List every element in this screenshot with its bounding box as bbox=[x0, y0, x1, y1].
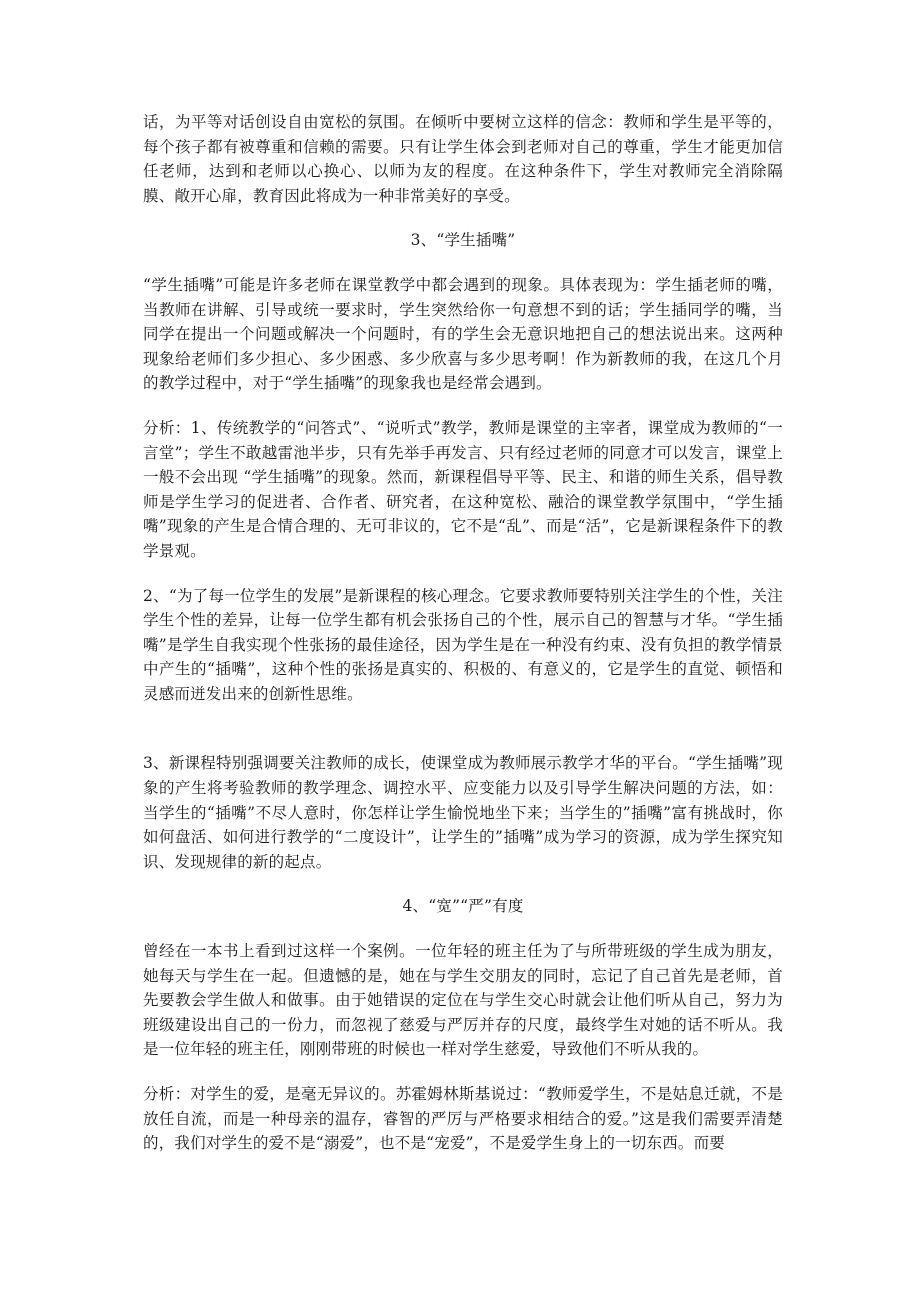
document-body bbox=[143, 110, 783, 1156]
section-heading-strict-lenient: 4、“宽”“严”有度 bbox=[402, 897, 524, 916]
spacer bbox=[143, 1062, 783, 1082]
spacer bbox=[143, 919, 783, 939]
spacer bbox=[143, 564, 783, 584]
paragraph-analysis-1: 分析：1、传统教学的“问答式”、“说听式”教学，教师是课堂的主宰者，课堂成为教师的“一言堂”；学生不敢越雷池半步，只有先举手再发言、只有经过老师的同意才可以发言，课堂上一般不会出现 “学生插嘴”的现象。然而，新课程倡导平等、民主、和谐的师生关系，倡导教师是学生学习的促进者、合作者、研究者，在这种宽松、融洽的课堂教学氛围中，“学生插嘴”现象的产生是合情合理的、无可非议的，它不是“乱”、而是“活”，它是新课程条件下的教学景观。 bbox=[143, 418, 783, 560]
spacer bbox=[143, 396, 783, 416]
paragraph-interrupting-description: “学生插嘴”可能是许多老师在课堂教学中都会遇到的现象。具体表现为：学生插老师的嘴，当教师在讲解、引导或统一要求时，学生突然给你一句意想不到的话；学生插同学的嘴，当同学在提出一个问题或解决一个问题时，有的学生会无意识地把自己的想法说出来。这两种现象给老师们多少担心、多少困惑、多少欣喜与多少思考啊！作为新教师的我，在这几个月的教学过程中，对于“学生插嘴”的现象我也是经常会遇到。 bbox=[143, 275, 783, 393]
spacer bbox=[143, 208, 783, 228]
paragraph-case-study: 曾经在一本书上看到过这样一个案例。一位年轻的班主任为了与所带班级的学生成为朋友，她每天与学生在一起。但遗憾的是，她在与学生交朋友的同时，忘记了自己首先是老师，首先要教会学生做人和做事。由于她错误的定位在与学生交心时就会让他们听从自己，努力为班级建设出自己的一份力，而忽视了慈爱与严厉并存的尺度，最终学生对她的话不听从。我是一位年轻的班主任，刚刚带班的时候也一样对学生慈爱，导致他们不听从我的。 bbox=[143, 942, 783, 1059]
paragraph-analysis-2: 2、“为了每一位学生的发展”是新课程的核心理念。它要求教师要特别关注学生的个性，关注学生个性的差异，让每一位学生都有机会张扬自己的个性，展示自己的智慧与才华。“学生插嘴”是学生自我实现个性张扬的最佳途径，因为学生是在一种没有约束、没有负担的教学情景中产生的“插嘴”，这种个性的张扬是真实的、积极的、有意义的，它是学生的直觉、顿悟和灵感而迸发出来的创新性思维。 bbox=[143, 586, 783, 703]
spacer bbox=[143, 874, 783, 894]
spacer bbox=[143, 253, 783, 273]
section-heading-student-interrupting: 3、“学生插嘴” bbox=[410, 231, 516, 250]
paragraph-intro-continued: 话，为平等对话创设自由宽松的氛围。在倾听中要树立这样的信念：教师和学生是平等的，每个孩子都有被尊重和信赖的需要。只有让学生体会到老师对自己的尊重，学生才能更加信任老师，达到和老师以心换心、以师为友的程度。在这种条件下，学生对教师完全消除隔膜、敞开心扉，教育因此将成为一种非常美好的享受。 bbox=[143, 113, 783, 205]
spacer bbox=[143, 706, 783, 751]
paragraph-analysis-3: 3、新课程特别强调要关注教师的成长，使课堂成为教师展示教学才华的平台。“学生插嘴”现象的产生将考验教师的教学理念、调控水平、应变能力以及引导学生解决问题的方法，如：当学生的“插嘴”不尽人意时，你怎样让学生愉悦地坐下来；当学生的”插嘴”富有挑战时，你如何盘活、如何进行教学的“二度设计”，让学生的”插嘴”成为学习的资源，成为学生探究知识、发现规律的新的起点。 bbox=[143, 754, 783, 871]
paragraph-analysis-love: 分析：对学生的爱，是毫无异议的。苏霍姆林斯基说过：“教师爱学生，不是姑息迁就，不是放任自流，而是一种母亲的温存，睿智的严厉与严格要求相结合的爱。”这是我们需要弄清楚的，我们对学生的爱不是“溺爱”，也不是“宠爱”，不是爱学生身上的一切东西。而要 bbox=[143, 1085, 783, 1153]
